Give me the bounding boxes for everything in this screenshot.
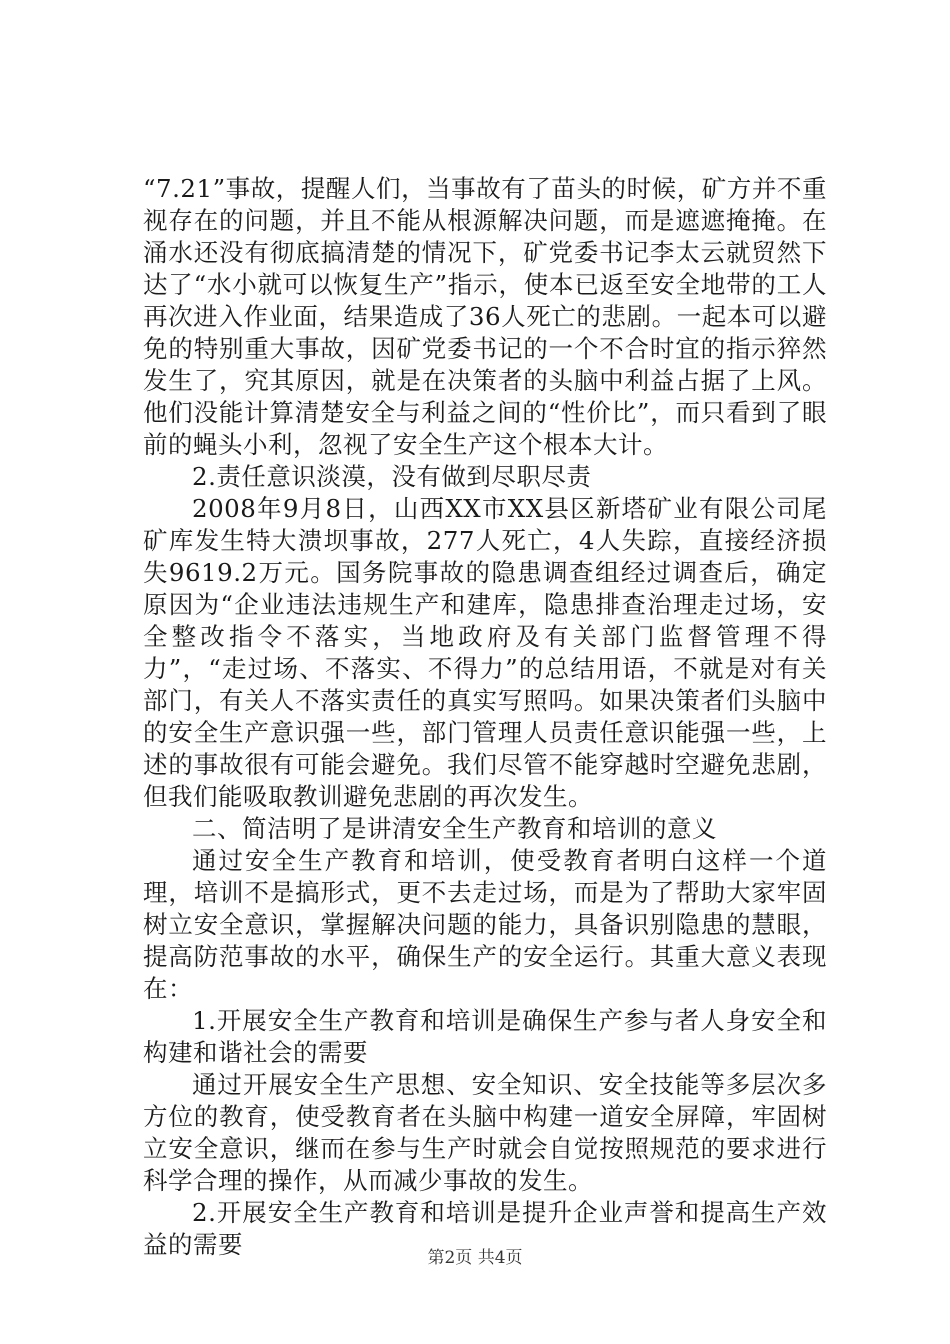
paragraph-xinta-dam: 2008年9月8日，山西XX市XX县区新塔矿业有限公司尾矿库发生特大溃坝事故，277人死亡，4人失踪，直接经济损失9619.2万元。国务院事故的隐患调查组经过调查后，确定原因为“企业违法违规生产和建库，隐患排查治理走过场，安全整改指令不落实，当地政府及有关部门监督管理不得力”，“走过场、不落实、不得力”的总结用语，不就是对有关部门，有关人不落实责任的真实写照吗。如果决策者们头脑中的安全生产意识强一些，部门管理人员责任意识能强一些，上述的事故很有可能会避免。我们尽管不能穿越时空避免悲剧，但我们能吸取教训避免悲剧的再次发生。 [143,494,827,811]
paragraph-7-21-accident: “7.21”事故，提醒人们，当事故有了苗头的时候，矿方并不重视存在的问题，并且不能从根源解决问题，而是遮遮掩掩。在涌水还没有彻底搞清楚的情况下，矿党委书记李太云就贸然下达了“水小就可以恢复生产”指示，使本已返至安全地带的工人再次进入作业面，结果造成了36人死亡的悲剧。一起本可以避免的特别重大事故，因矿党委书记的一个不合时宜的指示猝然发生了，究其原因，就是在决策者的头脑中利益占据了上风。他们没能计算清楚安全与利益之间的“性价比”，而只看到了眼前的蝇头小利，忽视了安全生产这个根本大计。 [143,174,827,459]
heading-responsibility: 2.责任意识淡漠，没有做到尽职尽责 [192,462,592,491]
heading-section-two: 二、简洁明了是讲清安全生产教育和培训的意义 [192,814,717,843]
paragraph-training-purpose: 通过安全生产教育和培训，使受教育者明白这样一个道理，培训不是搞形式，更不去走过场，而是为了帮助大家牢固树立安全意识，掌握解决问题的能力，具备识别隐患的慧眼，提高防范事故的水平，确保生产的安全运行。其重大意义表现在： [143,846,827,1003]
paragraph-safety-barrier: 通过开展安全生产思想、安全知识、安全技能等多层次多方位的教育，使受教育者在头脑中构建一道安全屏障，牢固树立安全意识，继而在参与生产时就会自觉按照规范的要求进行科学合理的操作，从而减少事故的发生。 [143,1070,827,1195]
heading-point-one: 1.开展安全生产教育和培训是确保生产参与者人身安全和构建和谐社会的需要 [143,1006,827,1067]
heading-point-two: 2.开展安全生产教育和培训是提升企业声誉和提高生产效益的需要 [143,1198,827,1259]
page-number: 第2页 共4页 [427,1248,523,1268]
document-body [143,173,827,1261]
